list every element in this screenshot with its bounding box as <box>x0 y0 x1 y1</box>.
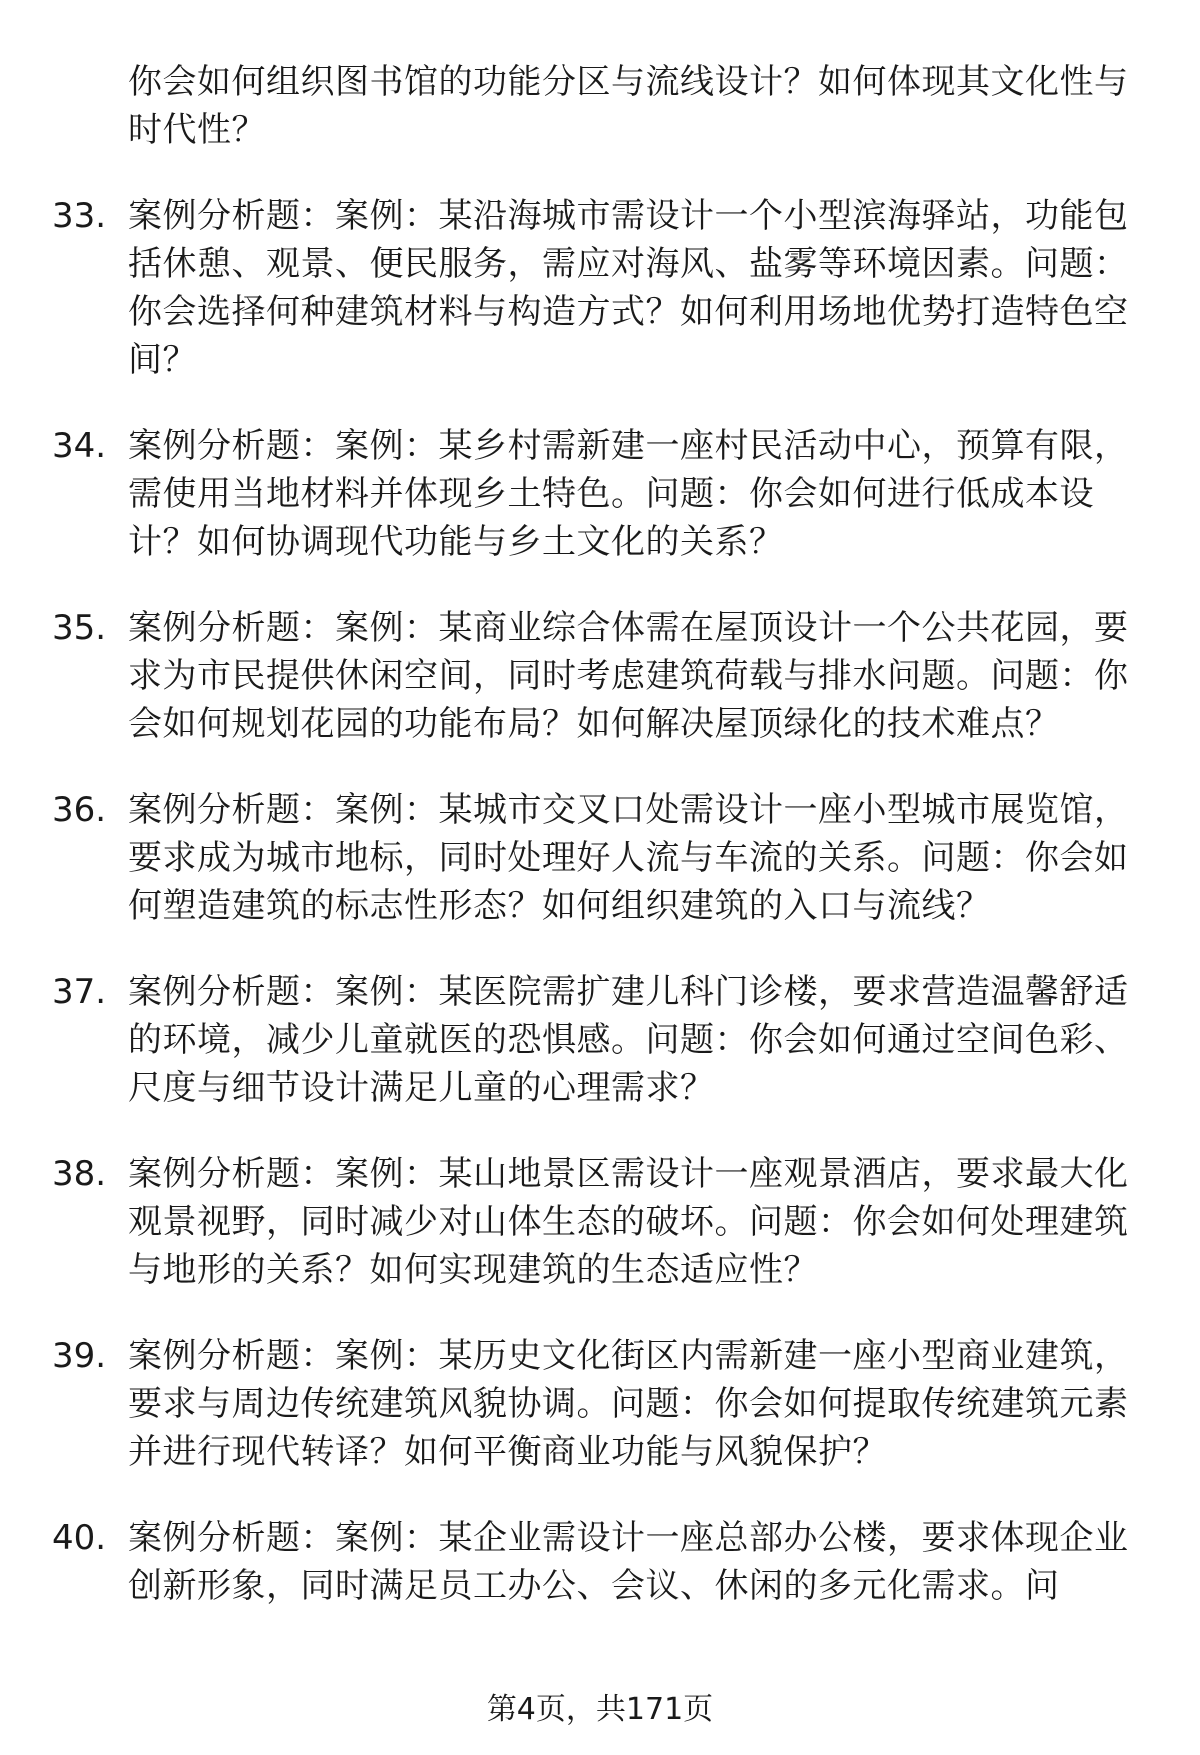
question-text: 案例分析题：案例：某乡村需新建一座村民活动中心，预算有限，需使用当地材料并体现乡土特色。问题：你会如何进行低成本设计？如何协调现代功能与乡土文化的关系？ <box>128 426 1129 562</box>
question-list <box>52 58 1152 1648</box>
question-number: 40. <box>52 1518 107 1558</box>
question-text: 案例分析题：案例：某企业需设计一座总部办公楼，要求体现企业创新形象，同时满足员工办公、会议、休闲的多元化需求。问 <box>128 1518 1129 1606</box>
question-text: 案例分析题：案例：某医院需扩建儿科门诊楼，要求营造温馨舒适的环境，减少儿童就医的恐惧感。问题：你会如何通过空间色彩、尺度与细节设计满足儿童的心理需求？ <box>128 972 1129 1108</box>
list-item <box>52 1514 1152 1610</box>
list-item <box>52 58 1152 154</box>
question-text: 案例分析题：案例：某山地景区需设计一座观景酒店，要求最大化观景视野，同时减少对山体生态的破坏。问题：你会如何处理建筑与地形的关系？如何实现建筑的生态适应性？ <box>128 1154 1129 1290</box>
list-item <box>52 1332 1152 1476</box>
list-item <box>52 786 1152 930</box>
question-text: 案例分析题：案例：某城市交叉口处需设计一座小型城市展览馆，要求成为城市地标，同时处理好人流与车流的关系。问题：你会如何塑造建筑的标志性形态？如何组织建筑的入口与流线？ <box>128 790 1129 926</box>
question-number: 37. <box>52 972 107 1012</box>
list-item <box>52 1150 1152 1294</box>
question-text: 你会如何组织图书馆的功能分区与流线设计？如何体现其文化性与时代性？ <box>128 62 1129 150</box>
question-number: 36. <box>52 790 107 830</box>
question-text: 案例分析题：案例：某历史文化街区内需新建一座小型商业建筑，要求与周边传统建筑风貌协调。问题：你会如何提取传统建筑元素并进行现代转译？如何平衡商业功能与风貌保护？ <box>128 1336 1129 1472</box>
list-item <box>52 968 1152 1112</box>
question-number: 34. <box>52 426 107 466</box>
list-item <box>52 422 1152 566</box>
question-text: 案例分析题：案例：某沿海城市需设计一个小型滨海驿站，功能包括休憩、观景、便民服务，需应对海风、盐雾等环境因素。问题：你会选择何种建筑材料与构造方式？如何利用场地优势打造特色空间？ <box>128 196 1129 380</box>
question-number: 33. <box>52 196 107 236</box>
list-item <box>52 192 1152 384</box>
question-text: 案例分析题：案例：某商业综合体需在屋顶设计一个公共花园，要求为市民提供休闲空间，同时考虑建筑荷载与排水问题。问题：你会如何规划花园的功能布局？如何解决屋顶绿化的技术难点？ <box>128 608 1129 744</box>
question-number: 38. <box>52 1154 107 1194</box>
list-item <box>52 604 1152 748</box>
question-number: 39. <box>52 1336 107 1376</box>
question-number: 35. <box>52 608 107 648</box>
page-number: 第4页，共171页 <box>486 1692 714 1727</box>
